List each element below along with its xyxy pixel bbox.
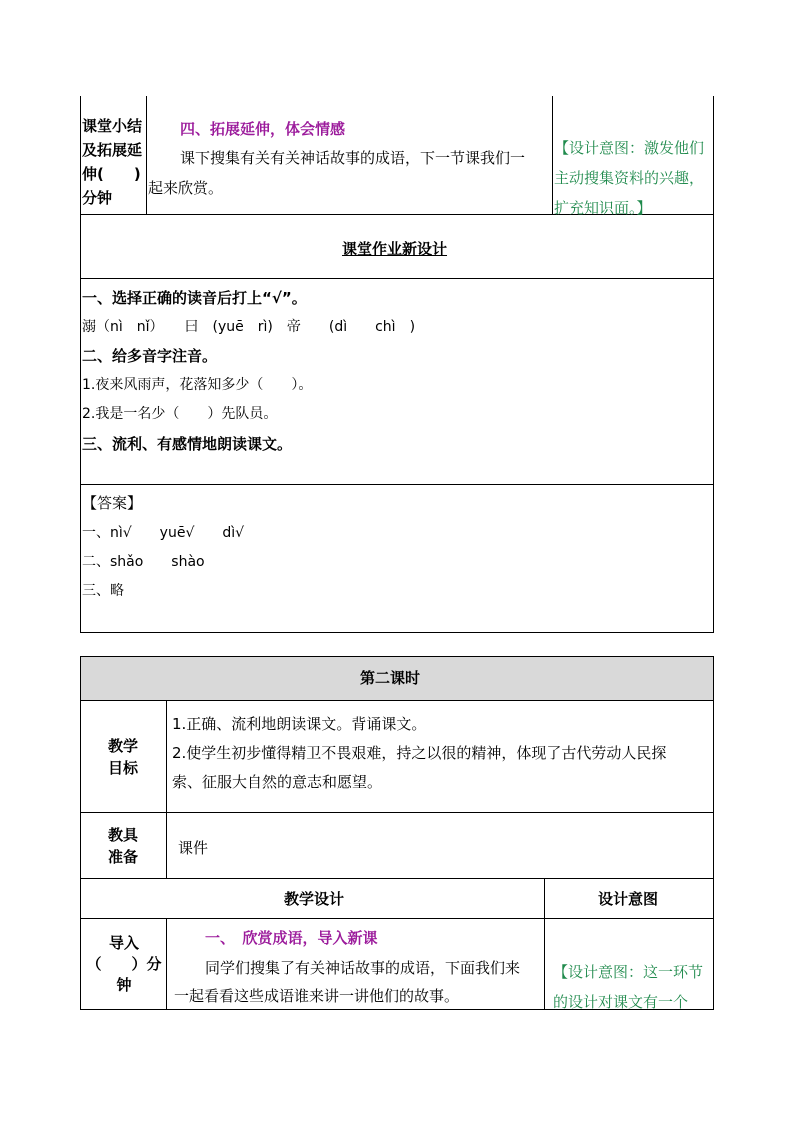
intro-text-line2: 一起看看这些成语谁来讲一讲他们的故事。 (174, 987, 460, 1005)
answer-2: 二、shǎo shào (82, 554, 205, 570)
homework-title: 课堂作业新设计 (342, 240, 448, 258)
tools-label: 教具 准备 (108, 826, 139, 866)
q2-item2: 2.我是一名少（ ）先队员。 (82, 406, 278, 422)
intro-text-line1: 同学们搜集了有关神话故事的成语，下面我们来 (205, 959, 521, 977)
table1-hline (80, 484, 714, 485)
table1-right-border (713, 96, 714, 633)
design-intent-2: 【设计意图：这一环节 的设计对课文有一个 (553, 963, 704, 1011)
answer-1: 一、nì√ yuē√ dì√ (82, 525, 245, 541)
tools-text: 课件 (178, 839, 209, 857)
q1-items: 溺（nì nǐ） 曰 (yuē rì) 帝 (dì chì ) (82, 319, 416, 335)
table1-bottom-border (80, 632, 714, 633)
q2-title: 二、给多音字注音。 (82, 347, 218, 365)
table2-hline (80, 812, 714, 813)
q3-title: 三、流利、有感情地朗读课文。 (82, 435, 293, 453)
lesson-header: 第二课时 (360, 669, 421, 687)
table2-right-border (713, 656, 714, 1010)
col-intent-header: 设计意图 (598, 890, 659, 908)
table2-hline (80, 700, 714, 701)
q1-title: 一、选择正确的读音后打上“√”。 (82, 289, 307, 307)
row1-divider-right (552, 96, 553, 214)
intro-label: 导入 （ ）分 钟 (86, 934, 162, 994)
section-title-extension: 四、拓展延伸，体会情感 (180, 120, 346, 138)
design-intent-1: 【设计意图：激发他们 主动搜集资料的兴趣， 扩充知识面。】 (554, 139, 705, 217)
col-design-header: 教学设计 (284, 890, 345, 908)
table2-top-border (80, 656, 714, 657)
extension-text-line2: 起来欣赏。 (148, 179, 224, 197)
answer-3: 三、略 (82, 583, 124, 599)
table2-left-border (80, 656, 81, 1010)
intro-section-title: 一、 欣赏成语，导入新课 (205, 929, 378, 947)
table2-hline (80, 918, 714, 919)
label-divider (166, 918, 167, 1010)
row1-divider-left (146, 96, 147, 214)
q2-item1: 1.夜来风雨声，花落知多少（ ）。 (82, 377, 313, 393)
intent-divider (544, 878, 545, 1010)
goals-label: 教学 目标 (108, 737, 139, 777)
table2-hline (80, 878, 714, 879)
label-divider (166, 700, 167, 878)
answers-title: 【答案】 (82, 494, 143, 512)
goals-text: 1.正确、流利地朗读课文。背诵课文。 2.使学生初步懂得精卫不畏艰难，持之以很的精神，体现了古代劳动人民探 索、征服大自然的意志和愿望。 (172, 715, 667, 791)
table1-hline (80, 278, 714, 279)
summary-label: 课堂小结 及拓展延 伸( ) 分钟 (82, 117, 143, 207)
extension-text-line1: 课下搜集有关有关神话故事的成语，下一节课我们一 (180, 149, 526, 167)
table1-left-border (80, 96, 81, 633)
